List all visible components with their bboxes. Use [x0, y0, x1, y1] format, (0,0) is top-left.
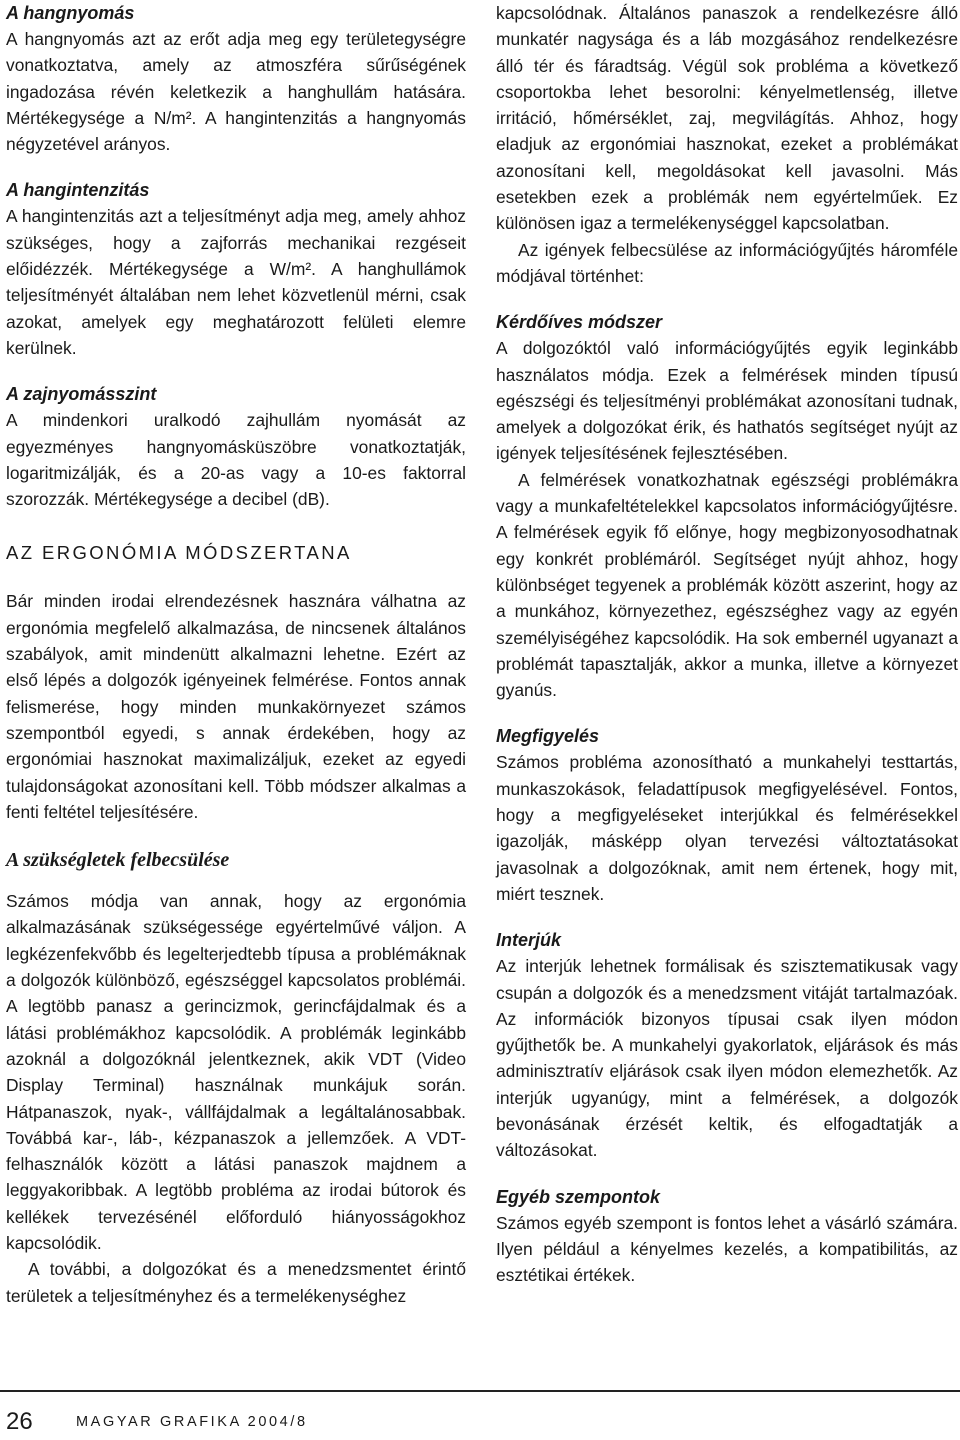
zajnyomasszint-paragraph: A mindenkori uralkodó zajhullám nyomását az egyezményes hangnyomásküszöbre vonatkoztatják, logaritmizálják, és a 20-as vagy a 10-es faktorral szorozzák. Mértékegysége a decibel (dB). — [6, 410, 466, 510]
hangintenzitas-paragraph: A hangintenzitás azt a teljesítményt adja meg, amely ahhoz szükséges, hogy a zajforrás mechanikai rezgéseit előidézzék. Mértékegysége a W/m². A hanghullámok teljesítményét általában nem lehet közvetlenül mérni, csak azokat, amelyek egy meghatározott felületi elemre kerülnek. — [6, 206, 466, 358]
continued-paragraph: kapcsolódnak. Általános panaszok a rendelkezésre álló munkatér nagysága és a láb mozgásához rendelkezésre álló tér és fáradtság. Végül sok probléma a következő csoportokba lehet besorolni: kényelmetlenség, illetve irritáció, hőmérséklet, zaj, megvilágítás. Ahhoz, hogy eladjuk az ergonómiai hasznokat, ezeket a problémákat azonosítani kell, megoldásokat kell javasolni. Más esetekben ezek a problémák nem egyértelműek. Ez különösen igaz a termelékenységgel kapcsolatban. — [496, 3, 958, 234]
igenyek-paragraph: Az igények felbecsülése az információgyűjtés háromféle módjával történhet: — [496, 239, 958, 286]
interjuk-paragraph: Az interjúk lehetnek formálisak és szisztematikusak vagy csupán a dolgozók és a menedzsment vitáját tartalmazóak. Az információk bizonyos típusai csak ilyen módon gyűjthetők be. A munkahelyi gyakorlatok, eljárások és más adminisztratív eljárások csak ilyen módon elemezhetők. Az interjúk ugyanúgy, mint a felmérések, a dolgozók bevonásának érzését keltik, és elfogadtatják a változásokat. — [496, 956, 958, 1161]
szuksegletek-paragraph: Számos módja van annak, hogy az ergonómia alkalmazásának szükségessége egyértelművé váljon. A legkézenfekvőbb és legelterjedtebb típusa a problémáknak a dolgozók különböző, egészséggel kapcsolatos problémái. A legtöbb panasz a gerincizmok, gerincfájdalmak és a látási problémákhoz kapcsolódik. A problémák leginkább azoknál a dolgozóknál jelentkeznek, akik VDT (Video Display Terminal) használnak munkájuk során. Hátpanaszok, nyak-, vállfájdalmak a legáltalánosabbak. Továbbá kar-, láb-, kézpanaszok a jellemzőek. A VDT-felhasználók között a látási panaszok majdnem a leggyakoribbak. A legtöbb probléma az irodai bútorok és kellékek tervezésénél előforduló hiányosságokhoz kapcsolódik. — [6, 891, 466, 1253]
modszertan-paragraph: Bár minden irodai elrendezésnek hasznára válhatna az ergonómia megfelelő alkalmazása, de nincsenek általános szabályok, amit mindenütt alkalmazni lehetne. Ezért az első lépés a dolgozók igényeinek felmérése. Fontos annak felismerése, hogy minden munkakörnyezet számos szempontból egyedi, s annak érdekében, hogy az ergonómiai hasznokat maximalizáljuk, ezeket az egyedi tulajdonságokat azonosítani kell. Több módszer alkalmas a fenti feltétel teljesítésére. — [6, 591, 466, 822]
footer-rule — [0, 1390, 960, 1392]
section-title: AZ ERGONÓMIA MÓDSZERTANA — [6, 542, 352, 564]
egyeb-szempontok-paragraph: Számos egyéb szempont is fontos lehet a vásárló számára. Ilyen például a kényelmes kezelés, a kompatibilitás, az esztétikai értékek. — [496, 1212, 958, 1286]
left-column — [6, 0, 466, 1309]
hangnyomas-heading: A hangnyomás — [6, 3, 135, 23]
szuksegletek-heading: A szükségletek felbecsülése — [6, 849, 230, 872]
hangintenzitas-heading: A hangintenzitás — [6, 180, 150, 201]
megfigyeles-heading: Megfigyelés — [496, 726, 600, 747]
egyeb-szempontok-heading: Egyéb szempontok — [496, 1186, 661, 1207]
magazine-name: MAGYAR GRAFIKA 2004/8 — [76, 1414, 308, 1430]
page-number: 26 — [6, 1408, 33, 1435]
kerdoives-paragraph-2: A felmérések vonatkozhatnak egészségi problémákra vagy a munkafeltételekkel kapcsolatos információgyűjtésre. A felmérések egyik fő előnye, hogy megbizonyosodhatnak egy konkrét problémáról. Segítséget nyújt ahhoz, hogy különbséget tegyenek a problémák között aszerint, hogy az a munkához, környezethez, egészséghez vagy az egyén személyiségéhez kapcsolódik. Ha sok embernél ugyanazt a problémát tapasztalják, akkor a munka, illetve a környezet gyanús. — [496, 469, 958, 701]
right-column — [496, 0, 958, 1288]
hangnyomas-paragraph: A hangnyomás azt az erőt adja meg egy területegységre vonatkoztatva, amely az atmoszféra sűrűségének ingadozása révén keletkezik a hanghullám hatására. Mértékegysége a N/m². A hangintenzitás a hangnyomás négyzetével arányos. — [6, 29, 466, 155]
szuksegletek-paragraph-2: A további, a dolgozókat és a menedzsmentet érintő területek a teljesítményhez és a termelékenységhez — [6, 1259, 466, 1306]
interjuk-heading: Interjúk — [496, 930, 562, 951]
kerdoives-paragraph: A dolgozóktól való információgyűjtés egyik leginkább használatos módja. Ezek a felmérések minden típusú egészségi és teljesítményi problémákat azonosítani tudnak, amelyek a dolgozókat érik, és hathatós segítséget nyújt az igények teljesítésének fejlesztésében. — [496, 338, 958, 464]
zajnyomasszint-heading: A zajnyomásszint — [6, 384, 157, 405]
kerdoives-heading: Kérdőíves módszer — [496, 312, 663, 333]
megfigyeles-paragraph: Számos probléma azonosítható a munkahelyi testtartás, munkaszokások, feladattípusok megfigyelésével. Fontos, hogy a megfigyeléseket interjúkkal és felmérésekkel igazolják, másképp olyan tervezési változtatásokat javasolnak a dolgozóknak, amit nem értenek, hogy mit, miért tesznek. — [496, 752, 958, 904]
